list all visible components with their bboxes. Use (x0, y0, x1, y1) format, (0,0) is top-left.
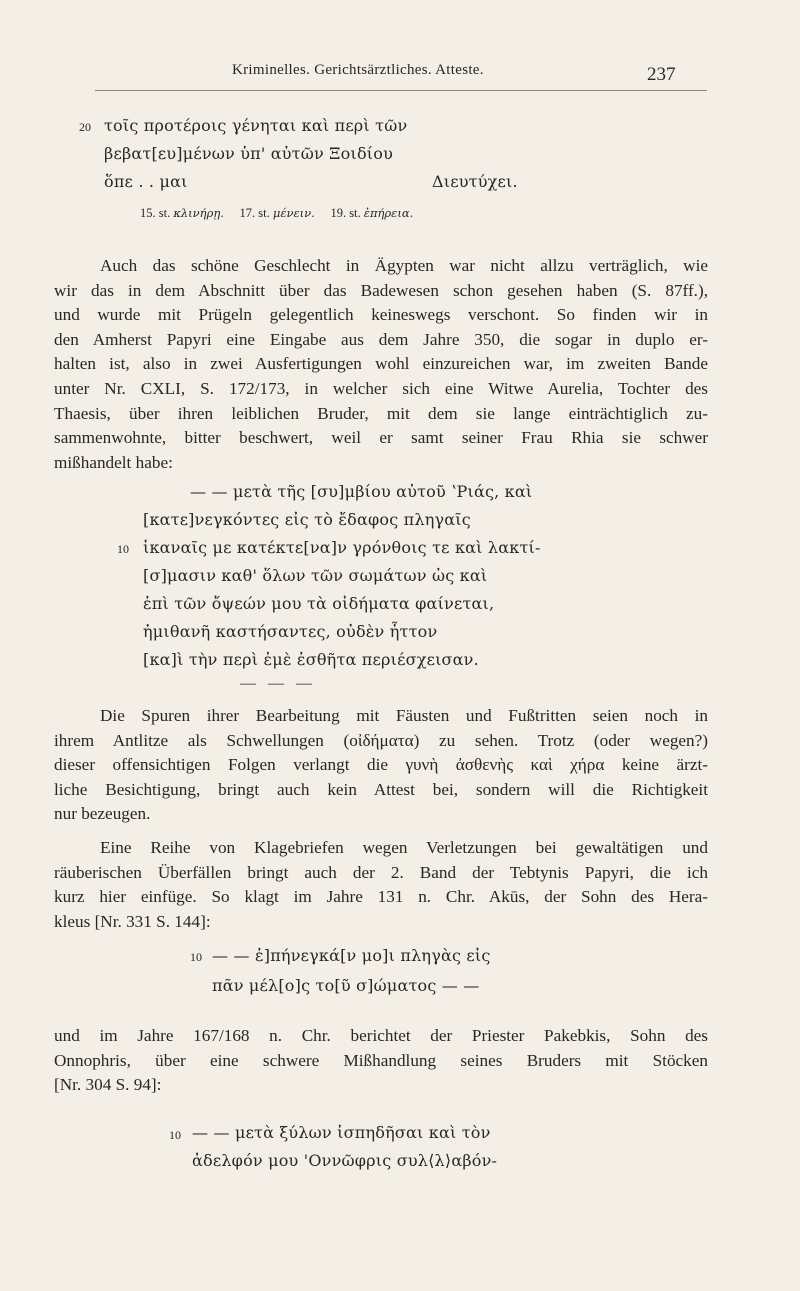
text-line: sammenwohnte, bitter beschwert, weil er samt seiner Frau Rhia sie schwer (54, 428, 708, 448)
text-line: kleus [Nr. 331 S. 144]: (54, 911, 211, 931)
greek-line: ἀδελφόν μου 'Οννῶφρις συλ⟨λ⟩αβόν- (192, 1151, 498, 1170)
text-line: ihrem Antlitze als Schwellungen (οἰδήματα) zu sehen. Trotz (oder wegen?) (54, 730, 708, 750)
line-number: 10 (190, 950, 202, 964)
greek-line: — — μετὰ τῆς [συ]μβίου αὐτοῦ ʽΡιάς, καὶ (190, 482, 533, 501)
text-line: [Nr. 304 S. 94]: (54, 1075, 162, 1095)
greek-line: — — ἐ]πήνεγκά[ν μο]ι πληγὰς εἰς (212, 946, 491, 965)
paragraph-3 (54, 836, 708, 934)
greek-line: [κα]ὶ τὴν περὶ ἐμὲ ἐσθῆτα περιέσχεισαν. (143, 650, 479, 669)
paragraph-2 (54, 704, 708, 827)
line-number: 20 (79, 120, 91, 134)
closing-dashes: — — — (240, 675, 316, 692)
text-line: den Amherst Papyri eine Eingabe aus dem Jahre 350, die sogar in duplo er- (54, 329, 708, 349)
line-number: 10 (117, 542, 129, 556)
page-number: 237 (647, 64, 676, 85)
line-number: 10 (169, 1128, 181, 1142)
text-line: räuberischen Überfällen bringt auch der 2. Band der Tebtynis Papyri, die ich (54, 862, 708, 882)
running-title: Kriminelles. Gerichtsärztliches. Atteste. (232, 62, 484, 78)
text-line: Eine Reihe von Klagebriefen wegen Verletzungen bei gewaltätigen und (100, 838, 708, 857)
text-line: dieser offensichtigen Folgen verlangt die γυνὴ ἀσθενὴς καὶ χήρα keine ärzt- (54, 755, 708, 775)
greek-line: ἡμιθανῆ καστήσαντες, οὐδὲν ἧττον (143, 622, 438, 641)
text-line: halten ist, also in zwei Ausfertigungen wohl einzureichen war, im zweiten Bande (54, 354, 708, 374)
greek-line: πᾶν μέλ[ο]ς το[ῦ σ]ώματος — — (212, 976, 480, 995)
greek-line: [κατε]νεγκόντες εἰς τὸ ἔδαφος πληγαῖς (143, 510, 471, 529)
note-word: ἐπήρεια. (363, 206, 414, 220)
greek-line: [σ]μασιν καθ' ὅλων τῶν σωμάτων ὡς καὶ (143, 566, 488, 585)
text-line: Die Spuren ihrer Bearbeitung mit Fäusten und Fußtritten seien noch in (100, 706, 708, 725)
greek-line: ὅπε . . μαι (104, 172, 188, 191)
critical-notes (140, 206, 413, 221)
greek-line: βεβατ[ευ]μένων ὑπ' αὐτῶν Ξοιδίου (104, 144, 394, 163)
greek-line: Διευτύχει. (432, 172, 518, 191)
greek-line: τοῖς προτέροις γένηται καὶ περὶ τῶν (104, 116, 408, 135)
text-line: kurz hier einfüge. So klagt im Jahre 131 n. Chr. Akūs, der Sohn des Hera- (54, 887, 708, 907)
paragraph-1 (54, 254, 708, 475)
text-line: mißhandelt habe: (54, 452, 173, 472)
note-word: κλινήρῃ. (173, 206, 224, 220)
text-line: und wurde mit Prügeln gelegentlich keineswegs verschont. So finden wir in (54, 305, 708, 325)
note-word: μένειν. (272, 206, 315, 220)
page-header (0, 62, 800, 86)
text-line: Thaesis, über ihren leiblichen Bruder, mit dem sie lange einträchtiglich zu- (54, 403, 708, 423)
text-line: und im Jahre 167/168 n. Chr. berichtet der Priester Pakebkis, Sohn des (54, 1026, 708, 1045)
note-label: 17. st. (239, 206, 270, 220)
text-line: liche Besichtigung, bringt auch kein Attest bei, sondern will die Richtigkeit (54, 779, 708, 799)
text-line: Auch das schöne Geschlecht in Ägypten war nicht allzu verträglich, wie (100, 256, 708, 275)
note-label: 19. st. (330, 206, 361, 220)
paragraph-4 (54, 1024, 708, 1098)
header-rule (95, 90, 707, 91)
note-label: 15. st. (140, 206, 171, 220)
text-line: unter Nr. CXLI, S. 172/173, in welcher sich eine Witwe Aurelia, Tochter des (54, 378, 708, 398)
text-line: wir das in dem Abschnitt über das Badewesen schon gesehen haben (S. 87ff.), (54, 280, 708, 300)
greek-line: — — μετὰ ξύλων ἰσπηδῆσαι καὶ τὸν (192, 1123, 491, 1142)
text-line: nur bezeugen. (54, 804, 151, 824)
greek-line: ἱκαναῖς με κατέκτε[να]ν γρόνθοις τε καὶ λακτί- (143, 538, 541, 557)
greek-line: ἐπὶ τῶν ὄψεών μου τὰ οἰδήματα φαίνεται, (143, 594, 495, 613)
text-line: Onnophris, über eine schwere Mißhandlung seines Bruders mit Stöcken (54, 1050, 708, 1070)
